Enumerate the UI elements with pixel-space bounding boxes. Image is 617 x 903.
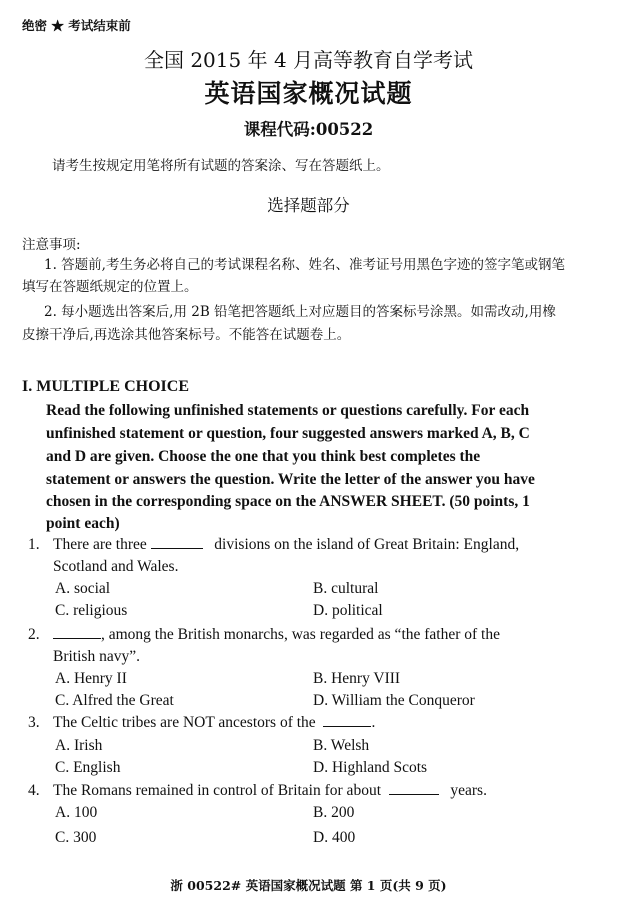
answer-blank (151, 536, 203, 549)
instruction-line: unfinished statement or question, four suggested answers marked A, B, C (46, 425, 530, 442)
subject-title: 英语国家概况试题 (204, 79, 413, 108)
answer-blank (53, 626, 101, 639)
question-text: The Romans remained in control of Britain for about (53, 782, 381, 799)
notice-item-2-cont: 皮擦干净后,再选涂其他答案标号。不能答在试题卷上。 (22, 327, 351, 343)
option-d: D. William the Conqueror (313, 692, 475, 709)
option-a: A. social (55, 580, 111, 597)
option-b: B. 200 (313, 804, 355, 821)
section-title: 选择题部分 (267, 196, 350, 215)
question-2-stem (53, 626, 500, 644)
question-number: 3. (28, 714, 40, 731)
option-a: A. 100 (55, 804, 98, 821)
option-d: D. 400 (313, 829, 356, 846)
notice-item-1: 1. 答题前,考生务必将自己的考试课程名称、姓名、准考证号用黑色字迹的签字笔或钢笔 (44, 257, 565, 273)
page-footer: 浙 00522# 英语国家概况试题 第 1 页(共 9 页) (170, 878, 447, 893)
secret-mark: 绝密 ★ 考试结束前 (22, 18, 131, 33)
exam-title: 全国 2015 年 4 月高等教育自学考试 (143, 48, 474, 72)
notice-label: 注意事项: (22, 237, 81, 253)
option-d: D. Highland Scots (313, 759, 428, 776)
question-text: divisions on the island of Great Britain: England, (214, 536, 520, 553)
question-text: There are three (53, 536, 147, 553)
instruction-line: chosen in the corresponding space on the ANSWER SHEET. (50 points, 1 (46, 493, 530, 510)
option-c: C. religious (55, 602, 128, 619)
instruction-line: Read the following unfinished statements or questions carefully. For each (46, 402, 530, 419)
question-text: The Celtic tribes are NOT ancestors of the (53, 714, 316, 731)
instruction-line: statement or answers the question. Write the letter of the answer you have (46, 471, 535, 488)
notice-item-2: 2. 每小题选出答案后,用 2B 铅笔把答题纸上对应题目的答案标号涂黑。如需改动,用橡 (44, 304, 556, 320)
question-number: 4. (28, 782, 40, 799)
question-text: , among the British monarchs, was regarded as “the father of the (101, 626, 500, 643)
option-b: B. Welsh (313, 737, 370, 754)
instruction-line: and D are given. Choose the one that you think best completes the (46, 448, 481, 465)
instruction-line: point each) (46, 515, 120, 532)
question-number: 1. (28, 536, 40, 553)
notice-item-1-cont: 填写在答题纸规定的位置上。 (22, 279, 198, 295)
answer-blank (389, 782, 439, 795)
answer-note: 请考生按规定用笔将所有试题的答案涂、写在答题纸上。 (52, 158, 390, 174)
part-heading: I. MULTIPLE CHOICE (22, 378, 189, 395)
question-text: years. (450, 782, 487, 799)
course-code: 课程代码:00522 (243, 120, 374, 139)
question-text: Scotland and Wales. (53, 558, 179, 575)
question-1-stem (53, 536, 519, 554)
option-b: B. Henry VIII (313, 670, 401, 687)
question-text: . (371, 714, 376, 731)
question-3-stem (53, 714, 375, 732)
option-a: A. Irish (55, 737, 103, 754)
question-number: 2. (28, 626, 40, 643)
question-text: British navy”. (53, 648, 140, 665)
option-c: C. Alfred the Great (55, 692, 174, 709)
option-d: D. political (313, 602, 383, 619)
option-c: C. 300 (55, 829, 97, 846)
option-b: B. cultural (313, 580, 379, 597)
question-4-stem (53, 782, 487, 800)
option-a: A. Henry II (55, 670, 127, 687)
option-c: C. English (55, 759, 121, 776)
answer-blank (323, 714, 371, 727)
